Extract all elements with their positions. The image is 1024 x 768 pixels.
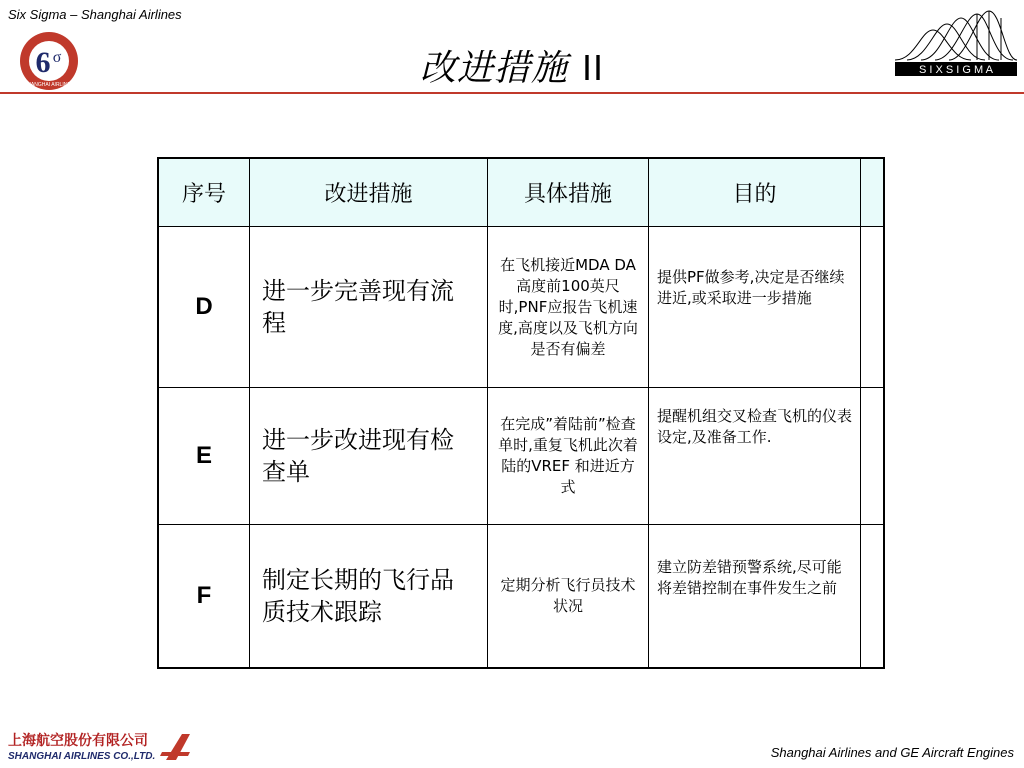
header-divider: [0, 92, 1024, 94]
row-purpose: [649, 388, 861, 525]
row-seq: F: [158, 525, 250, 669]
row-purpose-text: 提供PF做参考,决定是否继续进近,或采取进一步措施: [657, 268, 845, 307]
company-name-en: SHANGHAI AIRLINES CO.,LTD.: [8, 751, 156, 762]
page-title: [420, 40, 604, 91]
six-sigma-text: S I X S I G M A: [919, 64, 993, 76]
header-purpose: 目的: [649, 158, 861, 227]
table-header-row: [158, 158, 884, 227]
table-row: [158, 525, 884, 669]
table-row: [158, 227, 884, 388]
table-row: [158, 388, 884, 525]
logo-six: 6: [35, 46, 51, 79]
logo-ring-text: SHANGHAI AIRLINES: [23, 82, 75, 88]
measures-table: [157, 157, 885, 669]
row-blank: [861, 525, 885, 669]
row-purpose: [649, 227, 861, 388]
row-purpose: [649, 525, 861, 669]
company-name-cn: 上海航空股份有限公司: [8, 733, 148, 749]
header-label: Six Sigma – Shanghai Airlines: [8, 7, 182, 22]
header-seq: 序号: [158, 158, 250, 227]
row-blank: [861, 227, 885, 388]
footer-text: Shanghai Airlines and GE Aircraft Engines: [770, 745, 1014, 760]
page-title-roman: II: [582, 47, 605, 88]
header-spec: 具体措施: [488, 158, 649, 227]
row-purpose-text: 提醒机组交叉检查飞机的仪表设定,及准备工作.: [657, 407, 853, 446]
page-title-cn: 改进措施: [419, 48, 568, 89]
row-improve: 制定长期的飞行品质技术跟踪: [250, 525, 488, 669]
row-seq: E: [158, 388, 250, 525]
header-improve: 改进措施: [250, 158, 488, 227]
row-improve: 进一步改进现有检查单: [250, 388, 488, 525]
six-sigma-logo: [893, 8, 1019, 78]
row-spec: 在飞机接近MDA DA高度前100英尺时,PNF应报告飞机速度,高度以及飞机方向是否有偏差: [488, 227, 649, 388]
company-logo: [6, 730, 191, 762]
row-blank: [861, 388, 885, 525]
row-purpose-text: 建立防差错预警系统,尽可能将差错控制在事件发生之前: [657, 558, 842, 597]
row-spec: 在完成”着陆前”检查单时,重复飞机此次着陆的VREF 和进近方式: [488, 388, 649, 525]
logo-sigma: σ: [52, 49, 62, 66]
header-blank: [861, 158, 885, 227]
row-seq: D: [158, 227, 250, 388]
row-spec: 定期分析飞行员技术状况: [488, 525, 649, 669]
row-improve: 进一步完善现有流程: [250, 227, 488, 388]
